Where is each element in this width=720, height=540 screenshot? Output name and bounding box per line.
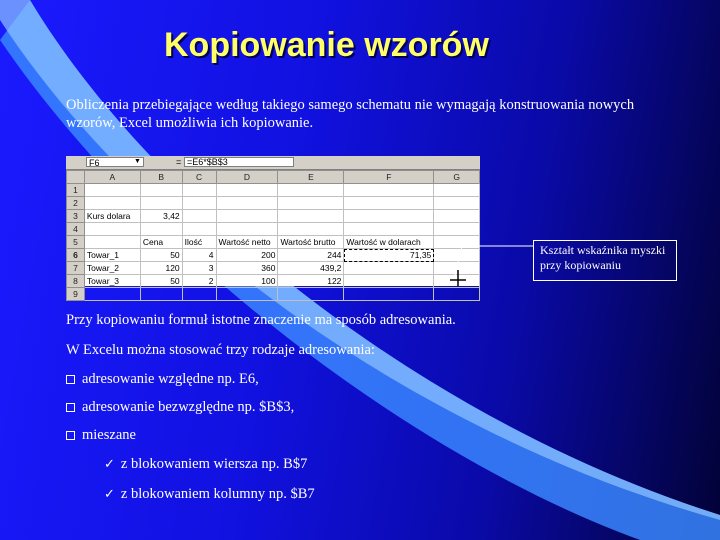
crosshair-cursor-icon (450, 270, 466, 286)
column-header: C (182, 171, 216, 184)
cell: 4 (182, 249, 216, 262)
row-header: 2 (67, 197, 85, 210)
row-header: 4 (67, 223, 85, 236)
list-item (66, 427, 136, 444)
column-header: G (434, 171, 480, 184)
cell: 122 (278, 275, 344, 288)
cell: 360 (216, 262, 278, 275)
cell: 3 (182, 262, 216, 275)
intro-text: Obliczenia przebiegające według takiego samego schematu nie wymagają konstruowania nowych wzorów, Excel umożliwia ich kopiowanie. (66, 97, 635, 131)
sub-list-item (104, 456, 307, 473)
column-header: D (216, 171, 278, 184)
row-header: 8 (67, 275, 85, 288)
cell: 100 (216, 275, 278, 288)
row-header: 3 (67, 210, 85, 223)
checkbox-bullet-icon (66, 431, 75, 440)
checkmark-icon: ✓ (104, 487, 115, 502)
column-header: B (140, 171, 182, 184)
cell: Cena (140, 236, 182, 249)
addressing-types-intro: W Excelu można stosować trzy rodzaje adresowania: (66, 342, 375, 358)
list-item (66, 371, 259, 388)
list-item-label: adresowanie bezwzględne np. $B$3, (82, 399, 295, 415)
list-item (66, 399, 294, 416)
column-header: F (344, 171, 434, 184)
cell: 3,42 (140, 210, 182, 223)
cell: Kurs dolara (84, 210, 140, 223)
cell: Wartość w dolarach (344, 236, 434, 249)
formula-text: =E6*$B$3 (184, 157, 294, 167)
cell: Towar_1 (84, 249, 140, 262)
row-header: 9 (67, 288, 85, 301)
selected-cell: 71,35 (344, 249, 434, 262)
cell: 439,2 (278, 262, 344, 275)
cell: 50 (140, 249, 182, 262)
cell: Wartość brutto (278, 236, 344, 249)
cell: 120 (140, 262, 182, 275)
cursor-shape-callout: Kształt wskaźnika myszki przy kopiowaniu (533, 240, 677, 281)
checkbox-bullet-icon (66, 403, 75, 412)
name-box-dropdown-icon: ▼ (134, 158, 141, 165)
row-header: 6 (67, 249, 85, 262)
cell: 2 (182, 275, 216, 288)
formula-equals: = (176, 157, 182, 167)
cell: Towar_2 (84, 262, 140, 275)
cell: 50 (140, 275, 182, 288)
slide-title: Kopiowanie wzorów (164, 26, 489, 64)
addressing-intro: Przy kopiowaniu formuł istotne znaczenie ma sposób adresowania. (66, 312, 456, 328)
checkmark-icon: ✓ (104, 457, 115, 472)
row-header: 5 (67, 236, 85, 249)
cell: Towar_3 (84, 275, 140, 288)
cell: 200 (216, 249, 278, 262)
list-item-label: mieszane (82, 427, 136, 443)
row-header: 1 (67, 184, 85, 197)
column-header: A (84, 171, 140, 184)
row-header: 7 (67, 262, 85, 275)
cell: Ilość (182, 236, 216, 249)
cell: Wartość netto (216, 236, 278, 249)
sub-list-item-label: z blokowaniem kolumny np. $B7 (120, 486, 315, 502)
sub-list-item (104, 486, 315, 503)
checkbox-bullet-icon (66, 375, 75, 384)
sub-list-item-label: z blokowaniem wiersza np. B$7 (120, 456, 308, 472)
list-item-label: adresowanie względne np. E6, (82, 371, 259, 387)
column-header: E (278, 171, 344, 184)
cell: 244 (278, 249, 344, 262)
name-box: F6 (86, 157, 144, 167)
